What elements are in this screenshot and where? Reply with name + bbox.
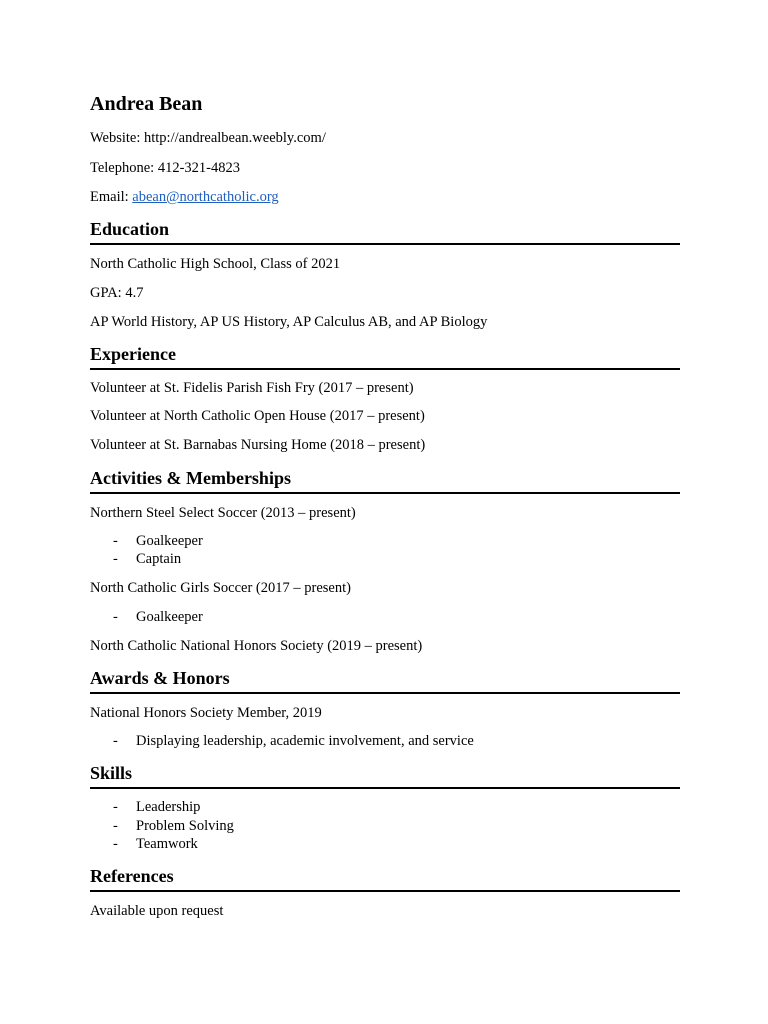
skill-item: Problem Solving [136, 818, 234, 834]
experience-line: Volunteer at St. Barnabas Nursing Home (2018 – present) [90, 437, 426, 453]
experience-divider [90, 368, 680, 370]
activities-divider [90, 492, 680, 494]
references-heading: References [90, 866, 174, 886]
experience-heading: Experience [90, 344, 176, 364]
activity-bullet: Captain [136, 551, 182, 567]
website-line [90, 130, 326, 147]
email-label: Email: [90, 189, 129, 205]
references-line: Available upon request [90, 903, 224, 919]
email-link[interactable]: abean@northcatholic.org [132, 189, 279, 205]
activity-item: Northern Steel Select Soccer (2013 – present) [90, 505, 356, 521]
email-line [90, 189, 279, 206]
telephone-value: 412-321-4823 [157, 160, 241, 176]
website-value: http://andrealbean.weebly.com/ [144, 130, 326, 146]
experience-line: Volunteer at St. Fidelis Parish Fish Fry (2017 – present) [90, 380, 414, 396]
award-item: National Honors Society Member, 2019 [90, 705, 322, 721]
award-bullet: Displaying leadership, academic involvement, and service [136, 733, 474, 749]
awards-heading: Awards & Honors [90, 668, 230, 688]
education-line: GPA: 4.7 [90, 285, 144, 301]
bullet-marker: - [113, 799, 118, 815]
skill-item: Leadership [136, 799, 201, 815]
education-divider [90, 243, 680, 245]
website-label: Website: [90, 130, 141, 146]
telephone-label: Telephone: [90, 160, 155, 176]
skills-divider [90, 787, 680, 789]
activity-item: North Catholic Girls Soccer (2017 – present) [90, 580, 351, 596]
education-heading: Education [90, 219, 170, 239]
bullet-marker: - [113, 551, 118, 567]
activity-bullet: Goalkeeper [136, 533, 203, 549]
bullet-marker: - [113, 609, 118, 625]
skills-heading: Skills [90, 763, 133, 783]
telephone-line [90, 160, 240, 177]
awards-divider [90, 692, 680, 694]
activity-bullet: Goalkeeper [136, 609, 203, 625]
activity-item: North Catholic National Honors Society (2019 – present) [90, 638, 423, 654]
skill-item: Teamwork [136, 836, 198, 852]
experience-line: Volunteer at North Catholic Open House (2017 – present) [90, 408, 425, 424]
education-line: North Catholic High School, Class of 2021 [90, 256, 341, 272]
bullet-marker: - [113, 836, 118, 852]
bullet-marker: - [113, 733, 118, 749]
education-line: AP World History, AP US History, AP Calculus AB, and AP Biology [90, 314, 488, 330]
activities-heading: Activities & Memberships [90, 468, 291, 488]
bullet-marker: - [113, 818, 118, 834]
bullet-marker: - [113, 533, 118, 549]
resume-name: Andrea Bean [90, 93, 203, 115]
references-divider [90, 890, 680, 892]
